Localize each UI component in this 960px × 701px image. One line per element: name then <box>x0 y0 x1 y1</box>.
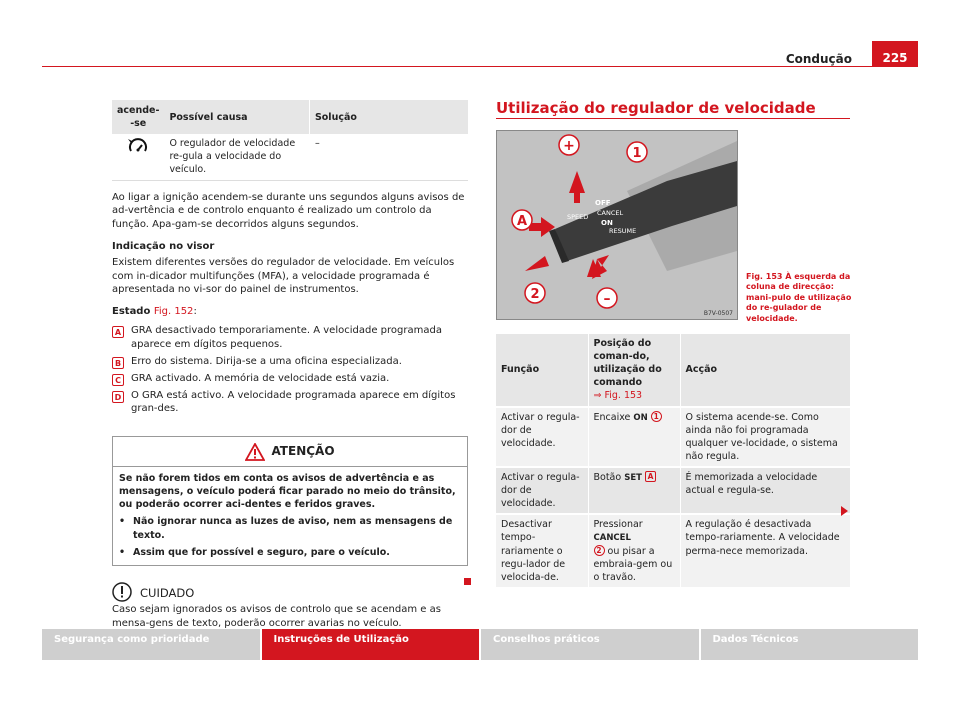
chapter-title: Condução <box>785 52 852 66</box>
col-header-solution: Solução <box>309 100 468 134</box>
footer-tab-seguranca[interactable]: Segurança como prioridade <box>42 629 260 660</box>
state-letter-badge: C <box>112 374 124 386</box>
col-header-lights: acende- -se <box>112 100 164 134</box>
warning-box <box>112 436 468 566</box>
callout-a: A <box>516 214 528 229</box>
table-header-row <box>496 334 850 407</box>
col-header-position <box>588 334 680 407</box>
cell-position-key: ON <box>633 412 648 423</box>
list-item <box>112 324 468 352</box>
table-cell-solution: – <box>309 134 468 180</box>
cell-function: Desactivar tempo-rariamente o regu-lador de velocida-de. <box>496 514 588 587</box>
cell-position <box>588 514 680 587</box>
state-text: Erro do sistema. Dirija-se a uma oficina especializada. <box>131 355 402 367</box>
table-cell-cause: O regulador de velocidade re-gula a velocidade do veículo. <box>164 134 309 180</box>
caution-header <box>112 582 468 602</box>
intro-paragraph: Ao ligar a ignição acendem-se durante uns segundos alguns avisos de ad-vertência e de controlo enquanto é realizado um controlo da função. Apa-gam-se decorridos alguns segundos. <box>112 191 465 231</box>
col-header-action: Acção <box>680 334 850 407</box>
warning-header <box>113 437 467 467</box>
table-row <box>496 407 850 467</box>
cell-position <box>588 407 680 467</box>
cell-action: O sistema acende-se. Como ainda não foi programada qualquer ve-locidade, o sistema não regula. <box>680 407 850 467</box>
cell-position-key: SET <box>624 472 642 483</box>
cell-action: A regulação é desactivada tempo-rariamente. A velocidade perma-nece memorizada. <box>680 514 850 587</box>
cell-position <box>588 467 680 514</box>
col-header-function: Função <box>496 334 588 407</box>
table-row <box>496 514 850 587</box>
section-title-rule <box>496 118 850 119</box>
lever-resume-label: RESUME <box>609 227 637 235</box>
lever-off-label: OFF <box>595 199 611 207</box>
speedometer-warning-icon <box>126 137 150 157</box>
warning-title: ATENÇÃO <box>271 444 335 459</box>
list-item <box>112 355 468 369</box>
warning-bullets <box>119 515 461 558</box>
warning-text: Se não forem tidos em conta os avisos de advertência e as mensagens, o veículo poderá ficar parado no meio do trânsito, ou poderão ocorrer aci-dentes e feridos graves. <box>119 473 456 511</box>
col-header-cause: Possível causa <box>164 100 309 134</box>
callout-badge: 1 <box>651 411 662 422</box>
list-item <box>112 372 468 386</box>
warning-triangle-icon <box>245 443 265 461</box>
cell-position-pre: Encaixe <box>593 411 634 423</box>
table-cell-icon <box>112 134 164 180</box>
footer-tab-conselhos[interactable]: Conselhos práticos <box>481 629 699 660</box>
continued-arrow-icon <box>841 506 848 516</box>
caution-title: CUIDADO <box>140 585 195 600</box>
callout-badge: A <box>645 471 656 482</box>
cruise-control-lever-illustration <box>497 131 737 319</box>
warning-body <box>113 467 467 565</box>
state-text: GRA desactivado temporariamente. A velocidade programada aparece em dígitos pequenos. <box>131 324 442 350</box>
display-heading: Indicação no visor <box>112 240 215 252</box>
state-heading-label: Estado <box>112 306 151 318</box>
state-heading-colon: : <box>193 306 197 318</box>
list-item <box>119 515 461 541</box>
callout-one: 1 <box>632 146 642 161</box>
bullet-dot: • <box>119 516 126 528</box>
bullet-dot: • <box>119 546 126 558</box>
callout-two: 2 <box>530 287 540 302</box>
footer-tab-instrucoes[interactable]: Instruções de Utilização <box>262 629 480 660</box>
caution-text: Caso sejam ignorados os avisos de controlo que se acendam e as mensa-gens de texto, poderão ocorrer avarias no veículo. <box>112 603 441 629</box>
cell-position-post: ou pisar a embraia-gem ou o travão. <box>593 546 673 584</box>
lever-speed-label: SPEED <box>567 213 589 221</box>
section-end-marker <box>464 578 471 585</box>
left-column <box>112 100 468 630</box>
state-list <box>112 324 468 416</box>
cell-action: É memorizada a velocidade actual e regula-se. <box>680 467 850 514</box>
callout-minus: – <box>603 291 611 307</box>
cell-function: Activar o regula-dor de velocidade. <box>496 407 588 467</box>
table-header-row <box>112 100 468 134</box>
lever-on-label: ON <box>601 219 613 227</box>
cruise-control-table-wrapper <box>496 334 850 587</box>
state-letter-badge: A <box>112 326 124 338</box>
figure-code: B7V-0507 <box>703 310 733 317</box>
list-item <box>112 389 468 417</box>
display-paragraph: Existem diferentes versões do regulador de velocidade. Em veículos com in-dicador multifunções (MFA), a velocidade programada é apresentada no vi-sor do painel de instrumentos. <box>112 256 455 296</box>
cell-position-pre: Botão <box>593 471 625 483</box>
cell-function: Activar o regula-dor de velocidade. <box>496 467 588 514</box>
figure-caption: Fig. 153 À esquerda da coluna de direcção: mani-pulo de utilização do re-gulador de velocidade. <box>746 272 852 323</box>
caution-exclamation-icon <box>112 582 132 602</box>
table-row <box>112 134 468 180</box>
figure-153 <box>496 130 738 320</box>
lever-cancel-label: CANCEL <box>597 209 624 217</box>
callout-badge: 2 <box>594 545 605 556</box>
cell-position-pre: Pressionar <box>593 519 643 531</box>
table-row <box>496 467 850 514</box>
cruise-control-table <box>496 334 850 587</box>
callout-plus: + <box>563 138 575 154</box>
state-letter-badge: B <box>112 357 124 369</box>
cell-position-key: CANCEL <box>593 533 631 544</box>
state-text: GRA activado. A memória de velocidade está vazia. <box>131 372 390 384</box>
bullet-text: Não ignorar nunca as luzes de aviso, nem as mensagens de texto. <box>133 516 453 541</box>
warning-lights-table <box>112 100 468 181</box>
section-title: Utilização do regulador de velocidade <box>496 99 816 117</box>
page-number: 225 <box>872 41 918 66</box>
col-header-position-text: Posição do coman-do, utilização do comando <box>593 338 662 389</box>
state-text: O GRA está activo. A velocidade programada aparece em dígitos gran-des. <box>131 389 456 415</box>
figure-link-153[interactable]: ⇒ Fig. 153 <box>593 390 643 402</box>
footer-tab-dados[interactable]: Dados Técnicos <box>701 629 919 660</box>
bullet-text: Assim que for possível e seguro, pare o veículo. <box>133 546 390 558</box>
footer-tab-bar <box>42 629 918 660</box>
list-item <box>119 546 461 559</box>
state-heading <box>112 305 468 319</box>
header-divider <box>42 66 918 67</box>
figure-link-152[interactable]: Fig. 152 <box>153 306 194 318</box>
state-letter-badge: D <box>112 391 124 403</box>
